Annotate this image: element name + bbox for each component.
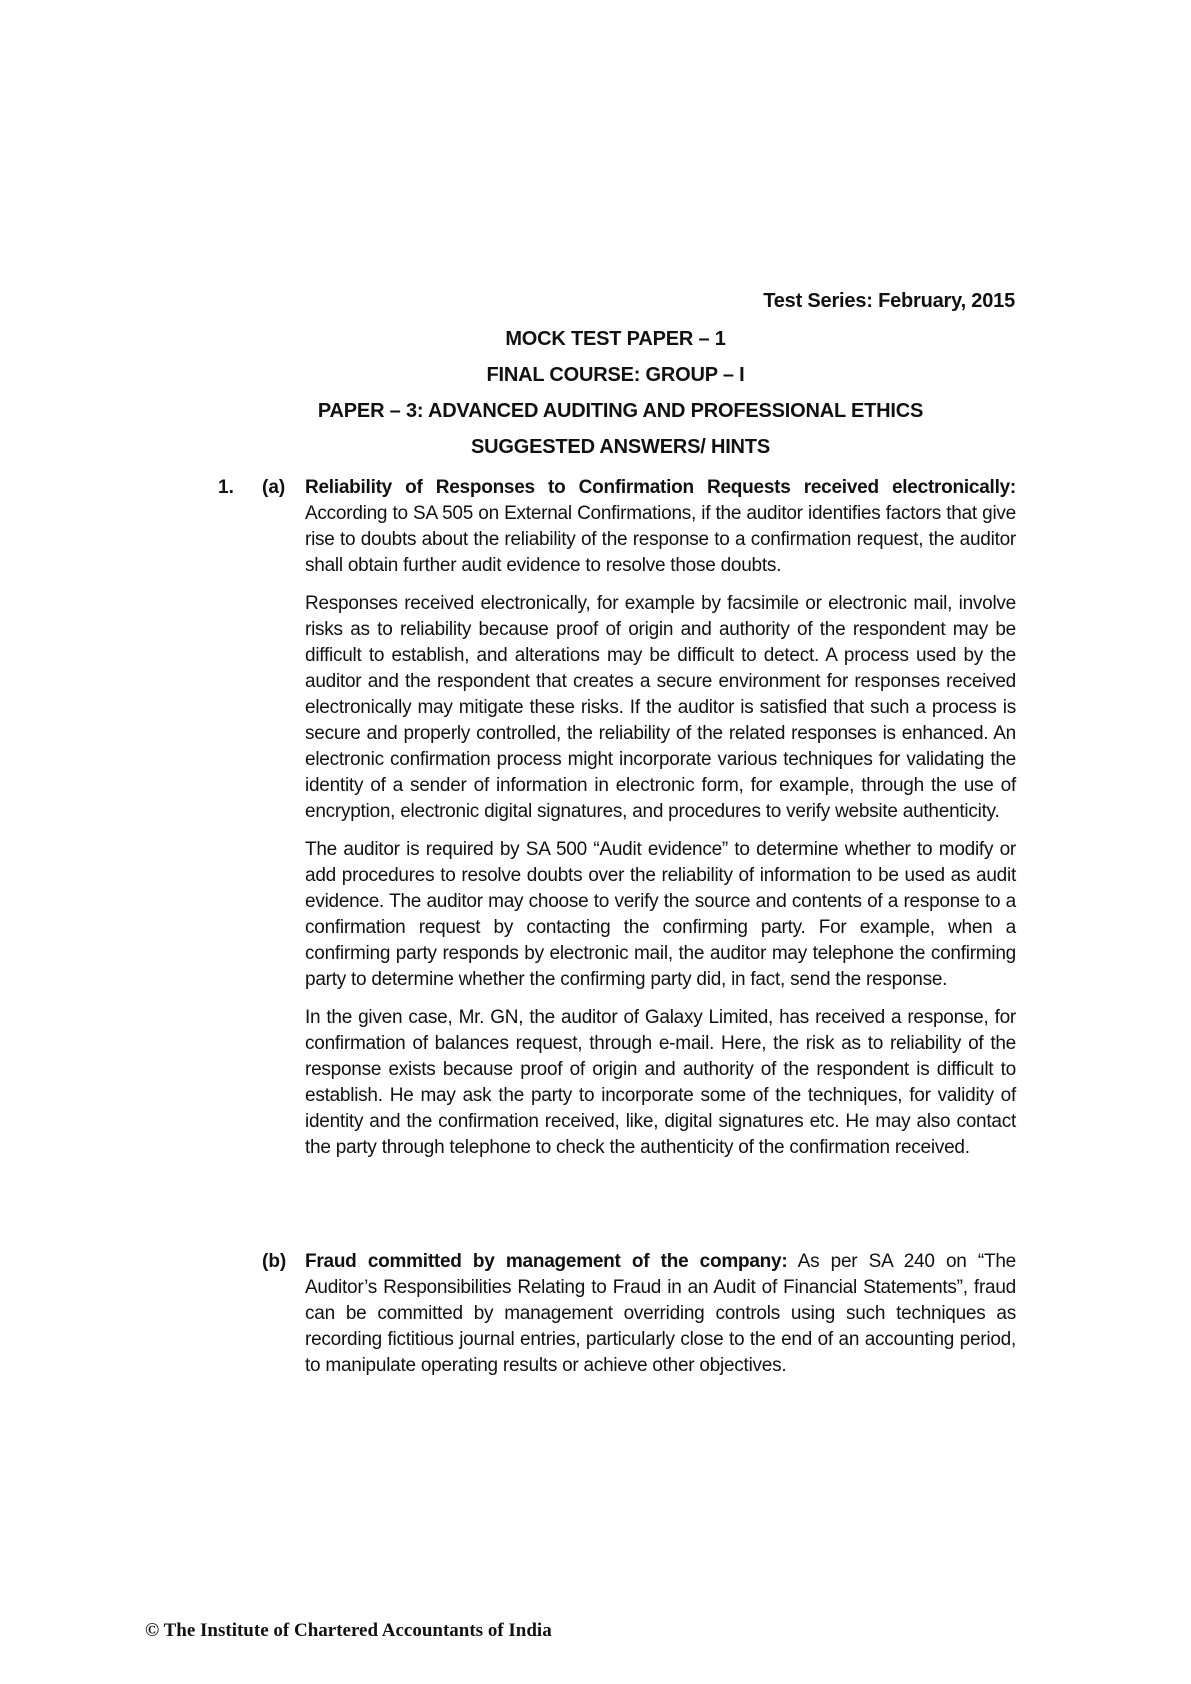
course-group-title: FINAL COURSE: GROUP – I [486,364,745,386]
question-number: 1. [218,477,234,498]
part-a-paragraph-1 [305,475,1016,579]
part-b-paragraph-1 [305,1249,1016,1379]
test-series-label: Test Series: February, 2015 [763,290,1015,312]
paper-title: PAPER – 3: ADVANCED AUDITING AND PROFESSIONAL ETHICS [317,400,924,422]
suggested-answers-title: SUGGESTED ANSWERS/ HINTS [471,436,770,458]
part-b-paragraph-1-text: As per SA 240 on “The Auditor’s Responsibilities Relating to Fraud in an Audit of Financial Statements”, fraud can be committed by management overriding controls using such techniques as recording fictitious journal entries, particularly close to the end of an accounting period, to manipulate operating results or achieve other objectives. [305,1251,1016,1376]
part-a-paragraph-3: The auditor is required by SA 500 “Audit evidence” to determine whether to modify or add procedures to resolve doubts over the reliability of information to be used as audit evidence. The auditor may choose to verify the source and contents of a response to a confirmation request by contacting the confirming party. For example, when a confirming party responds by electronic mail, the auditor may telephone the confirming party to determine whether the confirming party did, in fact, send the response. [305,839,1016,990]
part-a-lead: Reliability of Responses to Confirmation Requests received electronically: [305,477,1016,498]
part-a-paragraph-1-text: According to SA 505 on External Confirmations, if the auditor identifies factors that give rise to doubts about the reliability of the response to a confirmation request, the auditor shall obtain further audit evidence to resolve those doubts. [305,503,1016,576]
part-a-paragraph-4: In the given case, Mr. GN, the auditor of Galaxy Limited, has received a response, for confirmation of balances request, through e-mail. Here, the risk as to reliability of the response exists because proof of origin and authority of the respondent is difficult to establish. He may ask the party to incorporate some of the techniques, for validity of identity and the confirmation received, like, digital signatures etc. He may also contact the party through telephone to check the authenticity of the confirmation received. [305,1007,1016,1158]
part-a-label: (a) [262,477,286,498]
mock-test-title: MOCK TEST PAPER – 1 [505,328,726,350]
copyright-footer: © The Institute of Chartered Accountants of India [145,1620,552,1641]
part-b-answer [305,1249,1016,1391]
part-a-paragraph-2: Responses received electronically, for example by facsimile or electronic mail, involve risks as to reliability because proof of origin and authority of the respondent may be difficult to establish, and alterations may be difficult to detect. A process used by the auditor and the respondent that creates a secure environment for responses received electronically may mitigate these risks. If the auditor is satisfied that such a process is secure and properly controlled, the reliability of the related responses is enhanced. An electronic confirmation process might incorporate various techniques for validating the identity of a sender of information in electronic form, for example, through the use of encryption, electronic digital signatures, and procedures to verify website authenticity. [305,593,1016,822]
part-a-answer [305,475,1016,1173]
part-b-lead: Fraud committed by management of the company: [305,1251,788,1272]
part-b-label: (b) [262,1251,287,1272]
